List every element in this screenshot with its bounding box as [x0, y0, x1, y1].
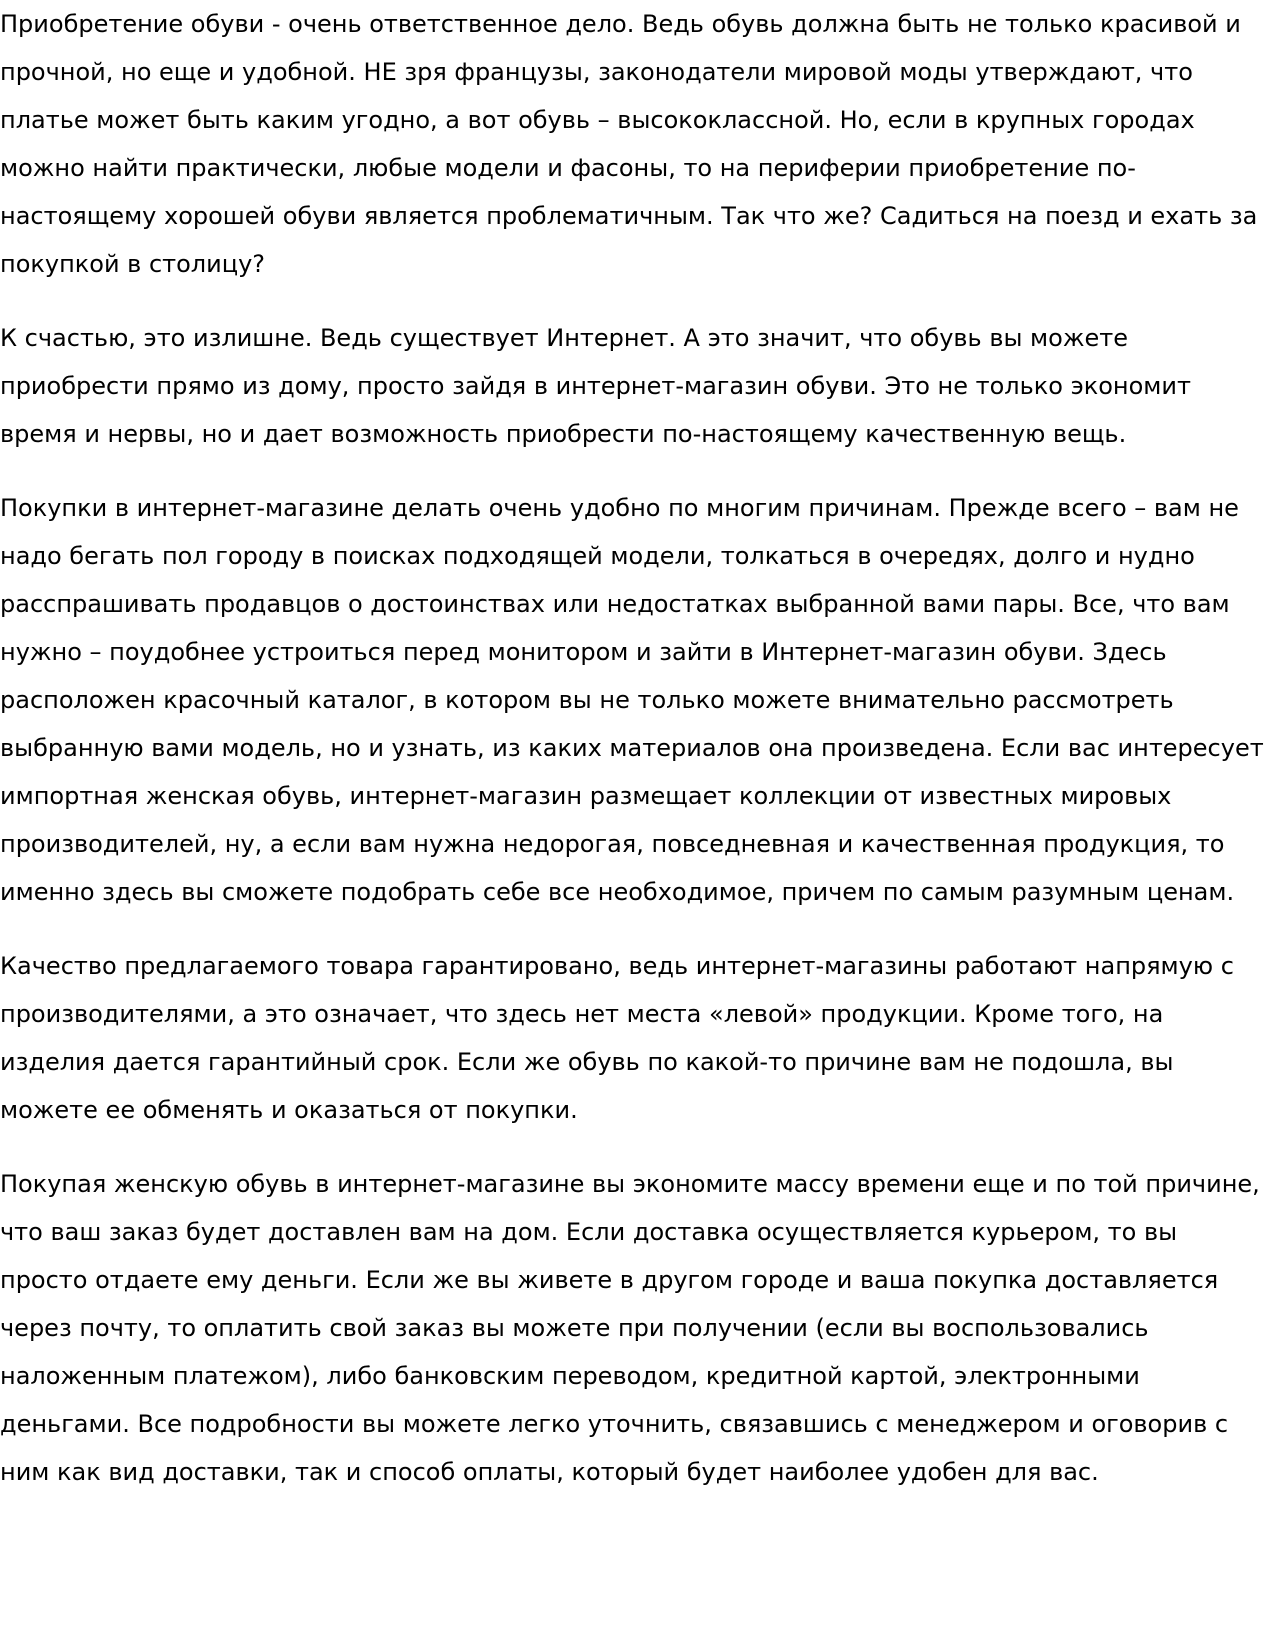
paragraph-5: Покупая женскую обувь в интернет-магазине вы экономите массу времени еще и по той причине, что ваш заказ будет доставлен вам на дом. Если доставка осуществляется курьером, то вы просто отдаете ему деньги. Если же вы живете в другом городе и ваша покупка доставляется через почту, то оплатить свой заказ вы можете при получении (если вы воспользовались наложенным платежом), либо банковским переводом, кредитной картой, электронными деньгами. Все подробности вы можете легко уточнить, связавшись с менеджером и оговорив с ним как вид доставки, так и способ оплаты, который будет наиболее удобен для вас. [0, 1170, 1260, 1486]
paragraph-1: Приобретение обуви - очень ответственное дело. Ведь обувь должна быть не только красивой и прочной, но еще и удобной. НЕ зря французы, законодатели мировой моды утверждают, что платье может быть каким угодно, а вот обувь – высококлассной. Но, если в крупных городах можно найти практически, любые модели и фасоны, то на периферии приобретение по-настоящему хорошей обуви является проблематичным. Так что же? Садиться на поезд и ехать за покупкой в столицу? [0, 10, 1258, 278]
paragraph-2: К счастью, это излишне. Ведь существует Интернет. А это значит, что обувь вы можете приобрести прямо из дому, просто зайдя в интернет-магазин обуви. Это не только экономит время и нервы, но и дает возможность приобрести по-настоящему качественную вещь. [0, 324, 1191, 448]
paragraph-3: Покупки в интернет-магазине делать очень удобно по многим причинам. Прежде всего – вам не надо бегать пол городу в поисках подходящей модели, толкаться в очередях, долго и нудно расспрашивать продавцов о достоинствах или недостатках выбранной вами пары. Все, что вам нужно – поудобнее устроиться перед монитором и зайти в Интернет-магазин обуви. Здесь расположен красочный каталог, в котором вы не только можете внимательно рассмотреть выбранную вами модель, но и узнать, из каких материалов она произведена. Если вас интересует импортная женская обувь, интернет-магазин размещает коллекции от известных мировых производителей, ну, а если вам нужна недорогая, повседневная и качественная продукция, то именно здесь вы сможете подобрать себе все необходимое, причем по самым разумным ценам. [0, 494, 1264, 906]
paragraph-4: Качество предлагаемого товара гарантировано, ведь интернет-магазины работают напрямую с производителями, а это означает, что здесь нет места «левой» продукции. Кроме того, на изделия дается гарантийный срок. Если же обувь по какой-то причине вам не подошла, вы можете ее обменять и оказаться от покупки. [0, 952, 1234, 1124]
